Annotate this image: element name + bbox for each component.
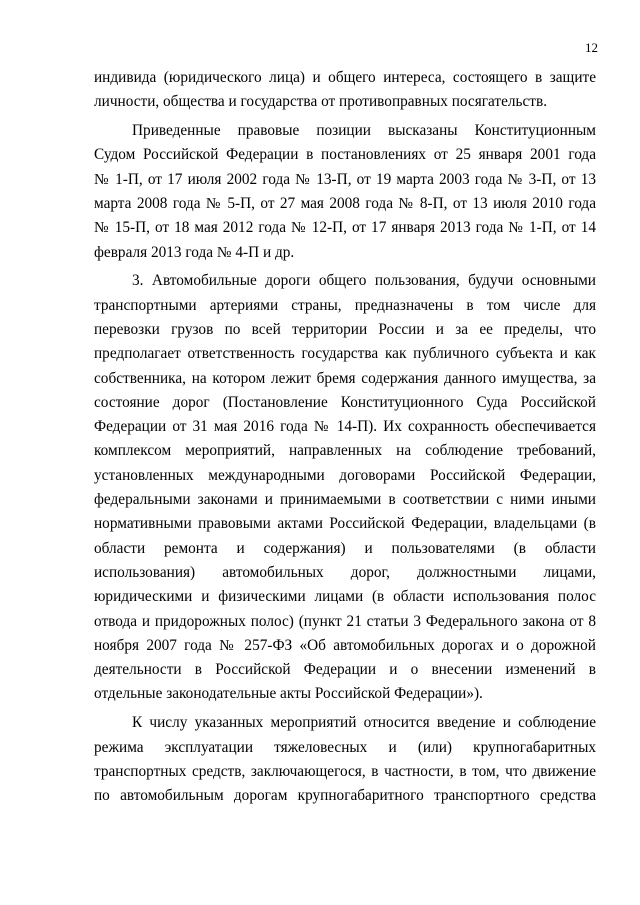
text-line: собственника, на котором лежит бремя содержания данного имущества, за: [94, 369, 596, 387]
text-line: отдельные законодательные акты Российской Федерации»).: [94, 685, 483, 703]
text-line: по автомобильным дорогам крупногабаритного транспортного средства: [94, 787, 596, 805]
text-line: № 15-П, от 18 мая 2012 года № 12-П, от 17 января 2013 года № 1-П, от 14: [94, 219, 596, 237]
text-line: области ремонта и содержания) и пользователями (в области: [94, 539, 596, 557]
text-line: 3. Автомобильные дороги общего пользования, будучи основными: [132, 272, 596, 290]
text-line: транспортных средств, заключающегося, в частности, в том, что движение: [94, 762, 596, 780]
text-line: Судом Российской Федерации в постановлениях от 25 января 2001 года: [94, 146, 596, 164]
text-line: личности, общества и государства от противоправных посягательств.: [94, 93, 548, 111]
text-line: марта 2008 года № 5-П, от 27 мая 2008 года № 8-П, от 13 июля 2010 года: [94, 194, 596, 212]
text-line: К числу указанных мероприятий относится введение и соблюдение: [132, 714, 596, 732]
document-body: [94, 66, 596, 808]
text-line: ноября 2007 года № 257-ФЗ «Об автомобильных дорогах и о дорожной: [94, 636, 596, 654]
text-line: перевозки грузов по всей территории России и за ее пределы, что: [94, 320, 596, 338]
text-line: нормативными правовыми актами Российской Федерации, владельцами (в: [94, 515, 596, 533]
text-line: федеральными законами и принимаемыми в соответствии с ними иными: [94, 491, 596, 509]
text-line: установленных международными договорами Российской Федерации,: [94, 466, 596, 484]
text-line: режима эксплуатации тяжеловесных и (или) крупногабаритных: [94, 738, 596, 756]
text-line: комплексом мероприятий, направленных на соблюдение требований,: [94, 442, 596, 460]
text-line: состояние дорог (Постановление Конституционного Суда Российской: [94, 393, 596, 411]
text-line: транспортными артериями страны, предназначены в том числе для: [94, 296, 596, 314]
paragraph-continuation: [94, 66, 596, 115]
page-number: 12: [585, 40, 598, 55]
text-line: предполагает ответственность государства как публичного субъекта и как: [94, 345, 596, 363]
paragraph-legal-positions: [94, 119, 596, 265]
text-line: Приведенные правовые позиции высказаны Конституционным: [132, 122, 596, 140]
text-line: индивида (юридического лица) и общего интереса, состоящего в защите: [94, 69, 596, 86]
text-line: Федерации от 31 мая 2016 года № 14-П). Их сохранность обеспечивается: [94, 418, 596, 436]
text-line: использования) автомобильных дорог, должностными лицами,: [94, 563, 596, 581]
text-line: февраля 2013 года № 4-П и др.: [94, 243, 295, 261]
text-line: деятельности в Российской Федерации и о внесении изменений в: [94, 661, 596, 679]
text-line: юридическими и физическими лицами (в области использования полос: [94, 588, 596, 606]
text-line: отвода и придорожных полос) (пункт 21 статьи 3 Федерального закона от 8: [94, 612, 596, 630]
paragraph-regime: [94, 711, 596, 808]
text-line: № 1-П, от 17 июля 2002 года № 13-П, от 19 марта 2003 года № 3-П, от 13: [94, 170, 596, 188]
paragraph-section-3: [94, 269, 596, 706]
